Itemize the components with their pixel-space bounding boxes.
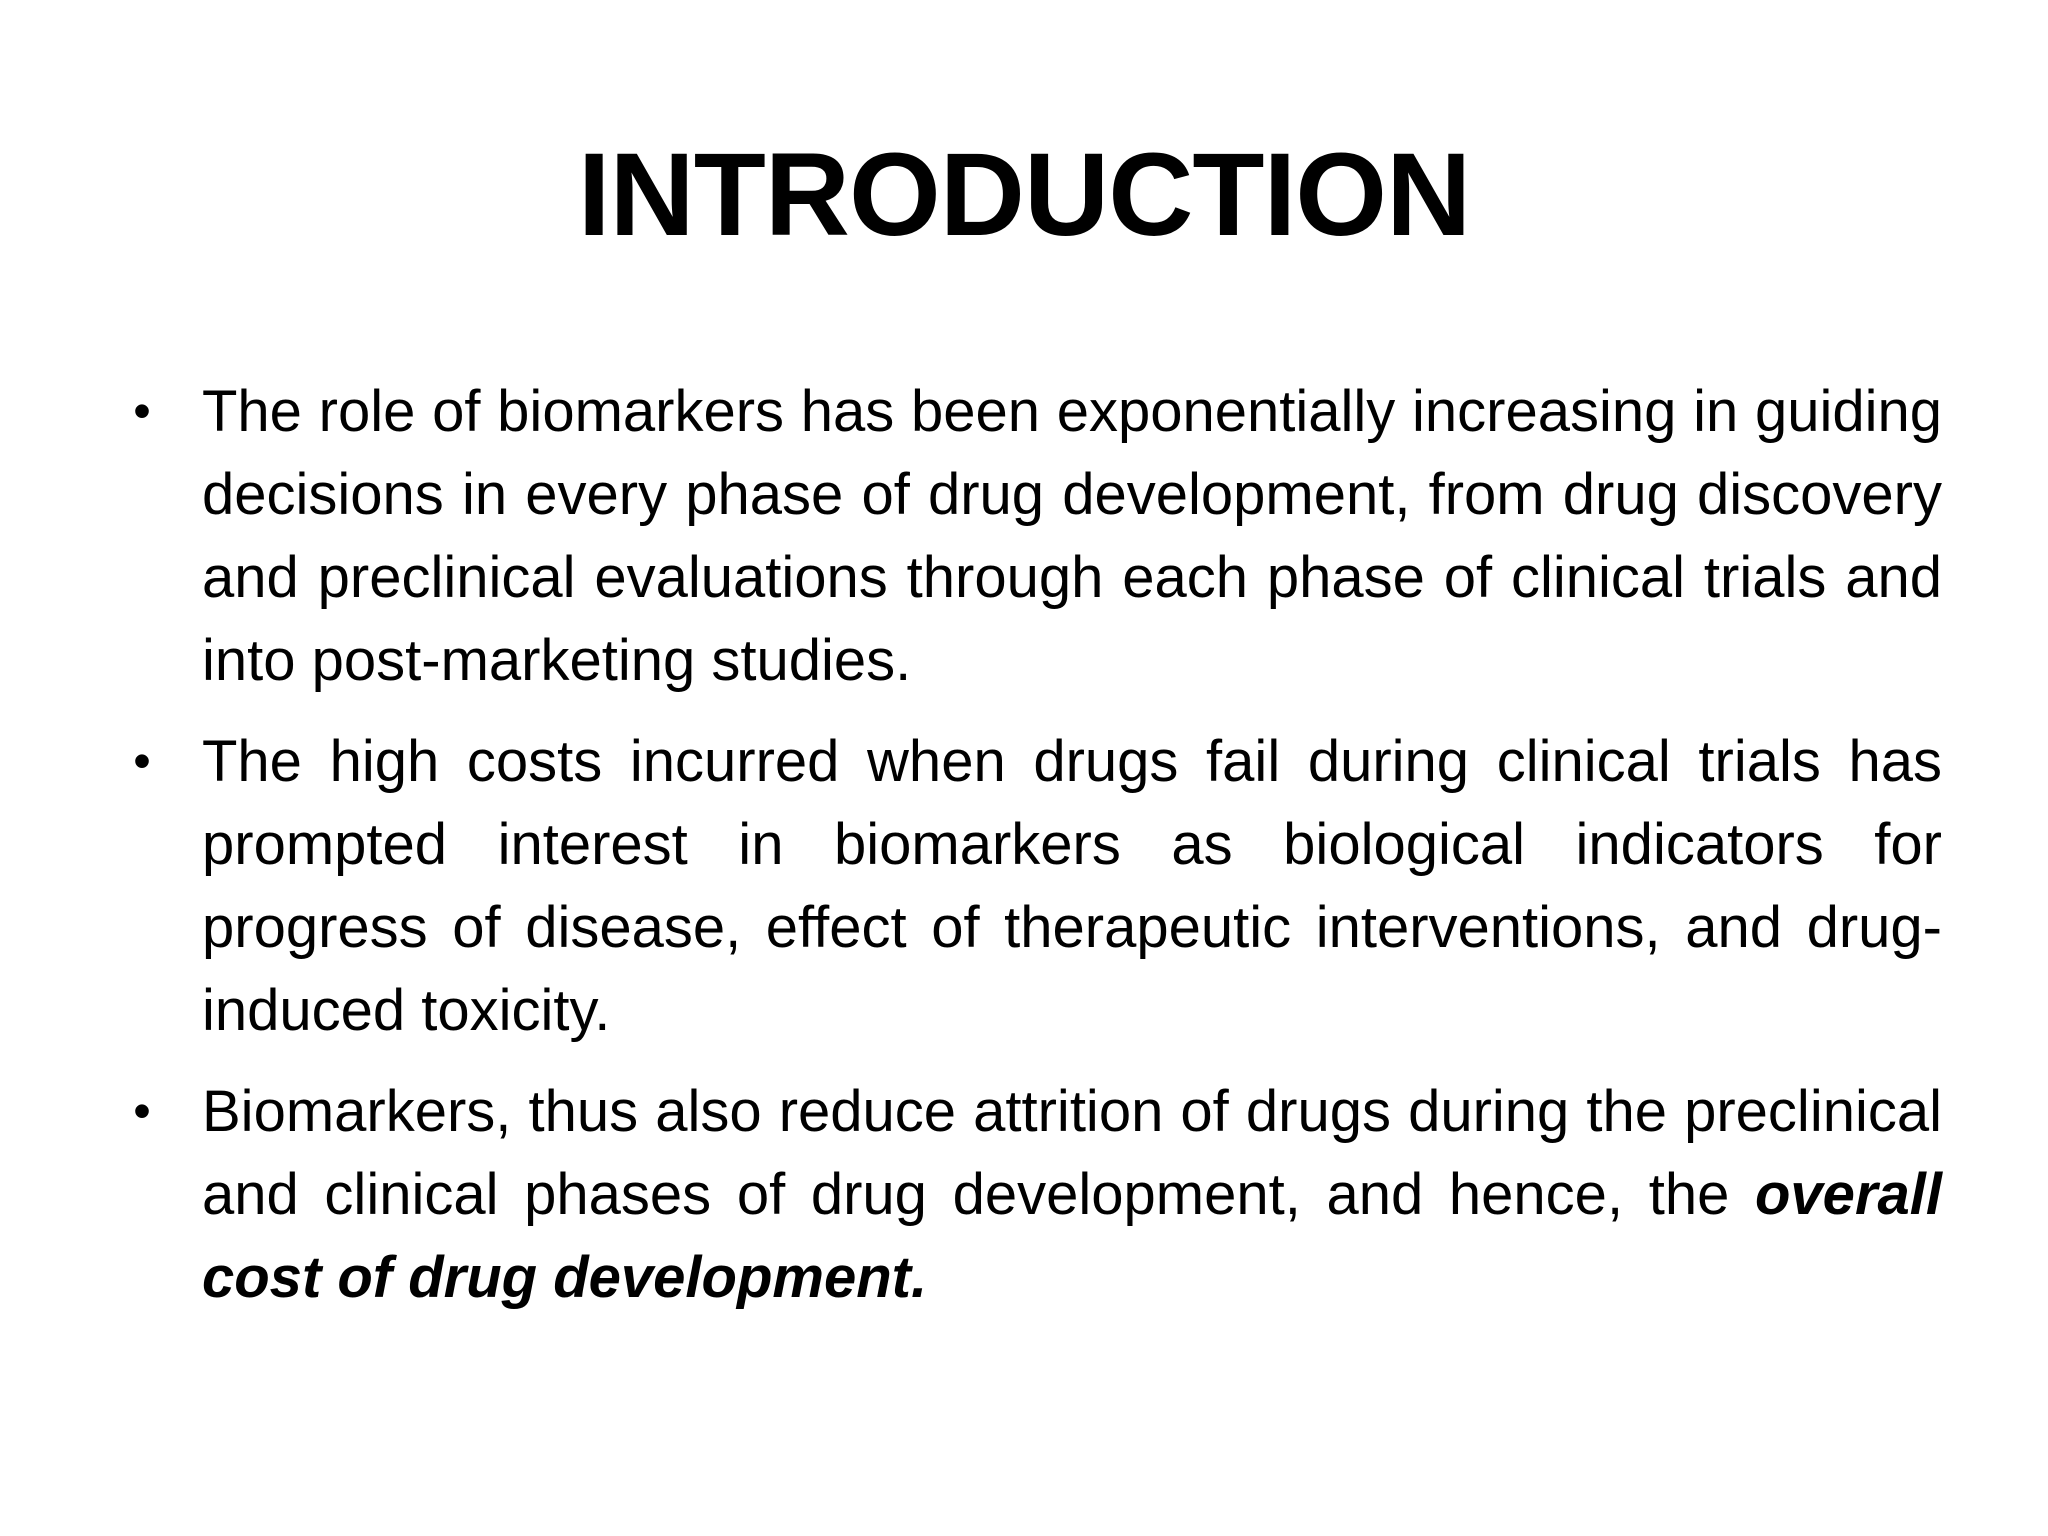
bullet-text-wrapper [202, 1070, 1942, 1319]
bullet-item-2 [122, 720, 1942, 1052]
bullet-icon: • [133, 1083, 151, 1139]
bullet-list [122, 370, 1942, 1337]
bullet-item-1 [122, 370, 1942, 702]
bullet-text: Biomarkers, thus also reduce attrition of drugs during the preclinical and clinical phases of drug development, and hence, the [202, 1079, 1942, 1227]
bullet-icon: • [133, 733, 151, 789]
bullet-text: The high costs incurred when drugs fail during clinical trials has prompted interest in biomarkers as biological indicators for progress of disease, effect of therapeutic interventions, and drug-induced toxicity. [202, 729, 1942, 1043]
slide-title: INTRODUCTION [577, 129, 1471, 261]
bullet-emphasis: overall cost of drug development. [202, 1162, 1942, 1310]
bullet-text: The role of biomarkers has been exponentially increasing in guiding decisions in every phase of drug development, from drug discovery and preclinical evaluations through each phase of clinical trials and into post-marketing studies. [202, 379, 1942, 693]
bullet-item-3 [122, 1070, 1942, 1319]
bullet-icon: • [133, 383, 151, 439]
